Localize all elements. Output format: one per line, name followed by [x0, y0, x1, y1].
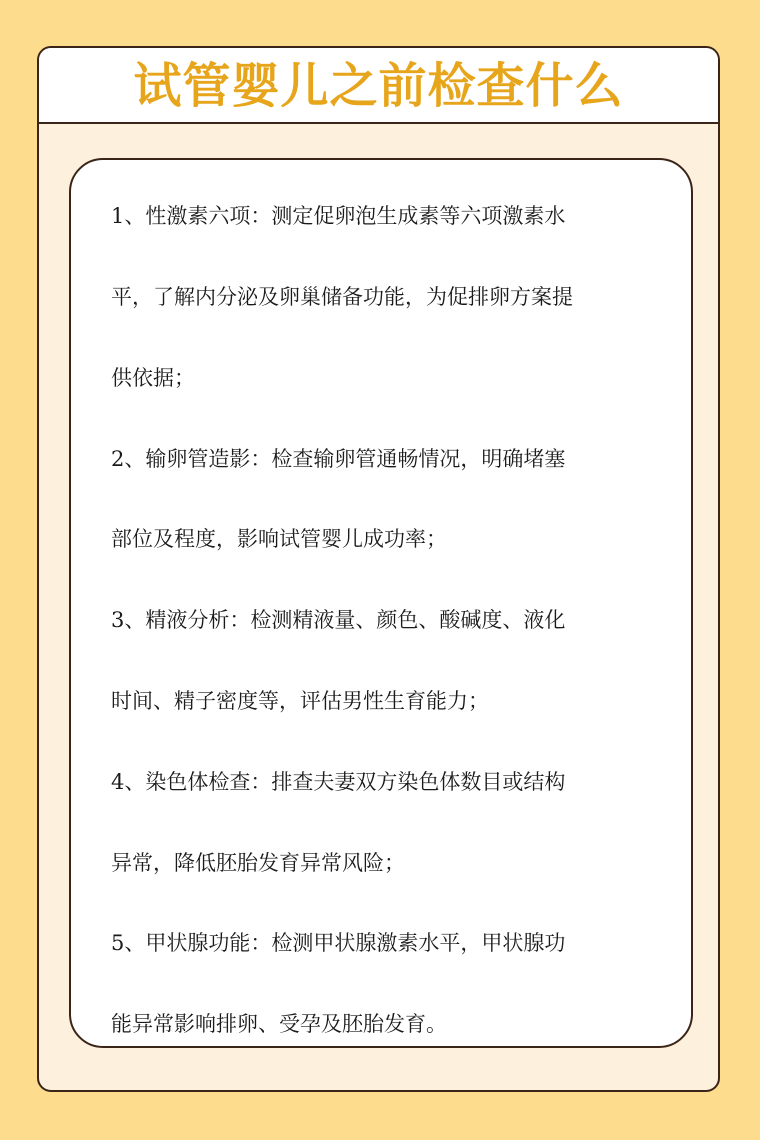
item-text: 、精液分析：检测精液量、颜色、酸碱度、液化: [124, 608, 566, 632]
item-text: 、输卵管造影：检查输卵管通畅情况，明确堵塞: [124, 447, 566, 471]
item-text: 、染色体检查：排查夫妻双方染色体数目或结构: [124, 770, 566, 794]
content-card: [69, 158, 693, 1048]
item-number: 1: [111, 204, 125, 228]
item-text: 、性激素六项：测定促卵泡生成素等六项激素水: [124, 204, 566, 228]
item-number: 5: [111, 931, 125, 955]
page-title: 试管婴儿之前检查什么: [133, 58, 624, 114]
list-item-1-line-3: 供依据；: [111, 366, 195, 390]
list-item-4-line-2: 异常，降低胚胎发育异常风险；: [111, 851, 405, 875]
list-item-1-line-2: 平，了解内分泌及卵巢储备功能，为促排卵方案提: [111, 285, 573, 309]
list-item-1-line-1: [111, 206, 671, 227]
item-number: 3: [111, 608, 125, 632]
list-item-2-line-1: [111, 449, 671, 470]
title-bar: [39, 48, 718, 124]
list-item-2-line-2: 部位及程度，影响试管婴儿成功率；: [111, 527, 447, 551]
item-text: 、甲状腺功能：检测甲状腺激素水平，甲状腺功: [124, 931, 566, 955]
list-item-3-line-2: 时间、精子密度等，评估男性生育能力；: [111, 689, 489, 713]
list-item-5-line-2: 能异常影响排卵、受孕及胚胎发育。: [111, 1012, 447, 1036]
item-number: 4: [111, 770, 125, 794]
list-item-3-line-1: [111, 610, 671, 631]
list-item-4-line-1: [111, 772, 671, 793]
list-item-5-line-1: [111, 933, 671, 954]
item-number: 2: [111, 447, 125, 471]
outer-card: [37, 46, 720, 1092]
